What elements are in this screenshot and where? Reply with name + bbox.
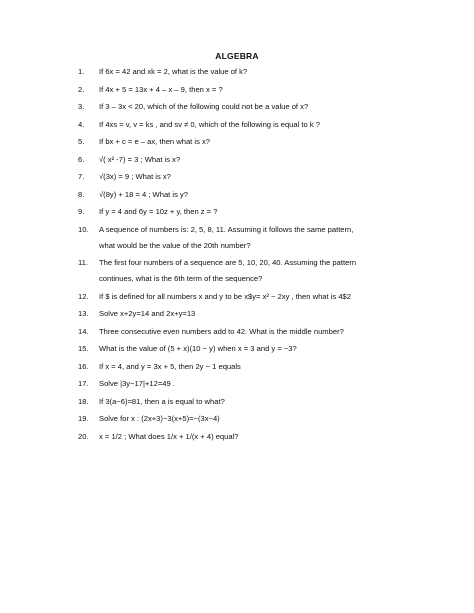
question-item [78,397,408,407]
question-text [99,344,408,354]
question-item [78,155,408,165]
question-item [78,137,408,147]
question-number: 18. [78,396,89,406]
question-text-line: √( x² -7) = 3 ; What is x? [99,154,181,164]
question-item [78,362,408,372]
question-number: 10. [78,224,89,234]
question-text-line: x = 1/2 ; What does 1/x + 1/(x + 4) equal? [99,431,239,441]
question-text-line: If 6x = 42 and xk = 2, what is the value of k? [99,67,248,76]
question-number: 8. [78,189,85,199]
question-text-line: If bx + c = e – ax, then what is x? [99,137,211,146]
question-item [78,292,408,302]
question-item [78,120,408,130]
question-number: 19. [78,414,89,423]
question-number: 12. [78,291,89,301]
question-number: 17. [78,379,89,388]
question-text-line: If 4x + 5 = 13x + 4 – x – 9, then x = ? [99,84,223,94]
question-item [78,258,408,284]
question-text [99,172,408,182]
question-text-line: √(8y) + 18 = 4 ; What is y? [99,189,189,199]
document-title: ALGEBRA [215,51,259,61]
question-text-line: If 3(a−6)=81, then a is equal to what? [99,396,225,406]
question-item [78,102,408,112]
question-number: 4. [78,119,85,129]
question-item [78,190,408,200]
question-item [78,432,408,442]
question-item [78,67,408,77]
question-text-line: A sequence of numbers is: 2, 5, 8, 11. Assuming it follows the same pattern, [99,224,354,234]
question-item [78,344,408,354]
question-text [99,85,408,95]
question-text-line: Solve |3y−17|+12=49 . [99,379,175,388]
question-item [78,309,408,319]
question-text-line: If $ is defined for all numbers x and y to be x$y= x² − 2xy , then what is 4$2 [99,291,351,301]
question-number: 3. [78,102,85,111]
question-text-continuation: continues, what is the 6th term of the sequence? [99,274,263,283]
question-text [99,225,408,251]
question-text [99,258,408,284]
question-text [99,155,408,165]
question-text [99,292,408,302]
question-number: 11. [78,258,88,267]
question-number: 5. [78,137,85,146]
question-number: 7. [78,172,85,181]
question-text-line: If 3 – 3x < 20, which of the following could not be a value of x? [99,102,309,111]
question-number: 1. [78,67,85,76]
question-text [99,379,408,389]
question-text-line: If 4xs = v, v = ks , and sv ≠ 0, which of the following is equal to k ? [99,119,320,129]
question-text [99,432,408,442]
question-text [99,67,408,77]
question-number: 14. [78,326,89,336]
question-text-line: If x = 4, and y = 3x + 5, then 2y − 1 equals [99,361,241,371]
question-number: 16. [78,361,89,371]
question-text [99,397,408,407]
question-text [99,414,408,424]
question-text-line: Three consecutive even numbers add to 42. What is the middle number? [99,326,344,336]
question-item [78,327,408,337]
question-item [78,85,408,95]
question-item [78,207,408,217]
question-text-line: What is the value of (5 + x)(10 − y) when x = 3 and y = −3? [99,344,297,353]
question-number: 6. [78,154,85,164]
question-text [99,120,408,130]
question-item [78,225,408,251]
question-number: 2. [78,84,85,94]
question-text-line: The first four numbers of a sequence are 5, 10, 20, 40. Assuming the pattern [99,258,357,267]
question-text [99,362,408,372]
question-text [99,190,408,200]
question-item [78,379,408,389]
question-number: 20. [78,431,89,441]
question-number: 9. [78,207,85,216]
question-text-line: Solve for x : (2x+3)−3(x+5)=−(3x−4) [99,414,220,423]
question-text [99,327,408,337]
question-item [78,172,408,182]
question-list [78,67,408,449]
question-text-line: Solve x+2y=14 and 2x+y=13 [99,309,196,318]
question-text-line: √(3x) = 9 ; What is x? [99,172,171,181]
question-text [99,309,408,319]
question-text [99,207,408,217]
question-number: 13. [78,309,89,318]
question-text [99,137,408,147]
question-text-line: If y = 4 and 6y = 10z + y, then z = ? [99,207,218,216]
question-number: 15. [78,344,89,353]
question-text-continuation: what would be the value of the 20th number? [99,240,251,250]
question-text [99,102,408,112]
question-item [78,414,408,424]
